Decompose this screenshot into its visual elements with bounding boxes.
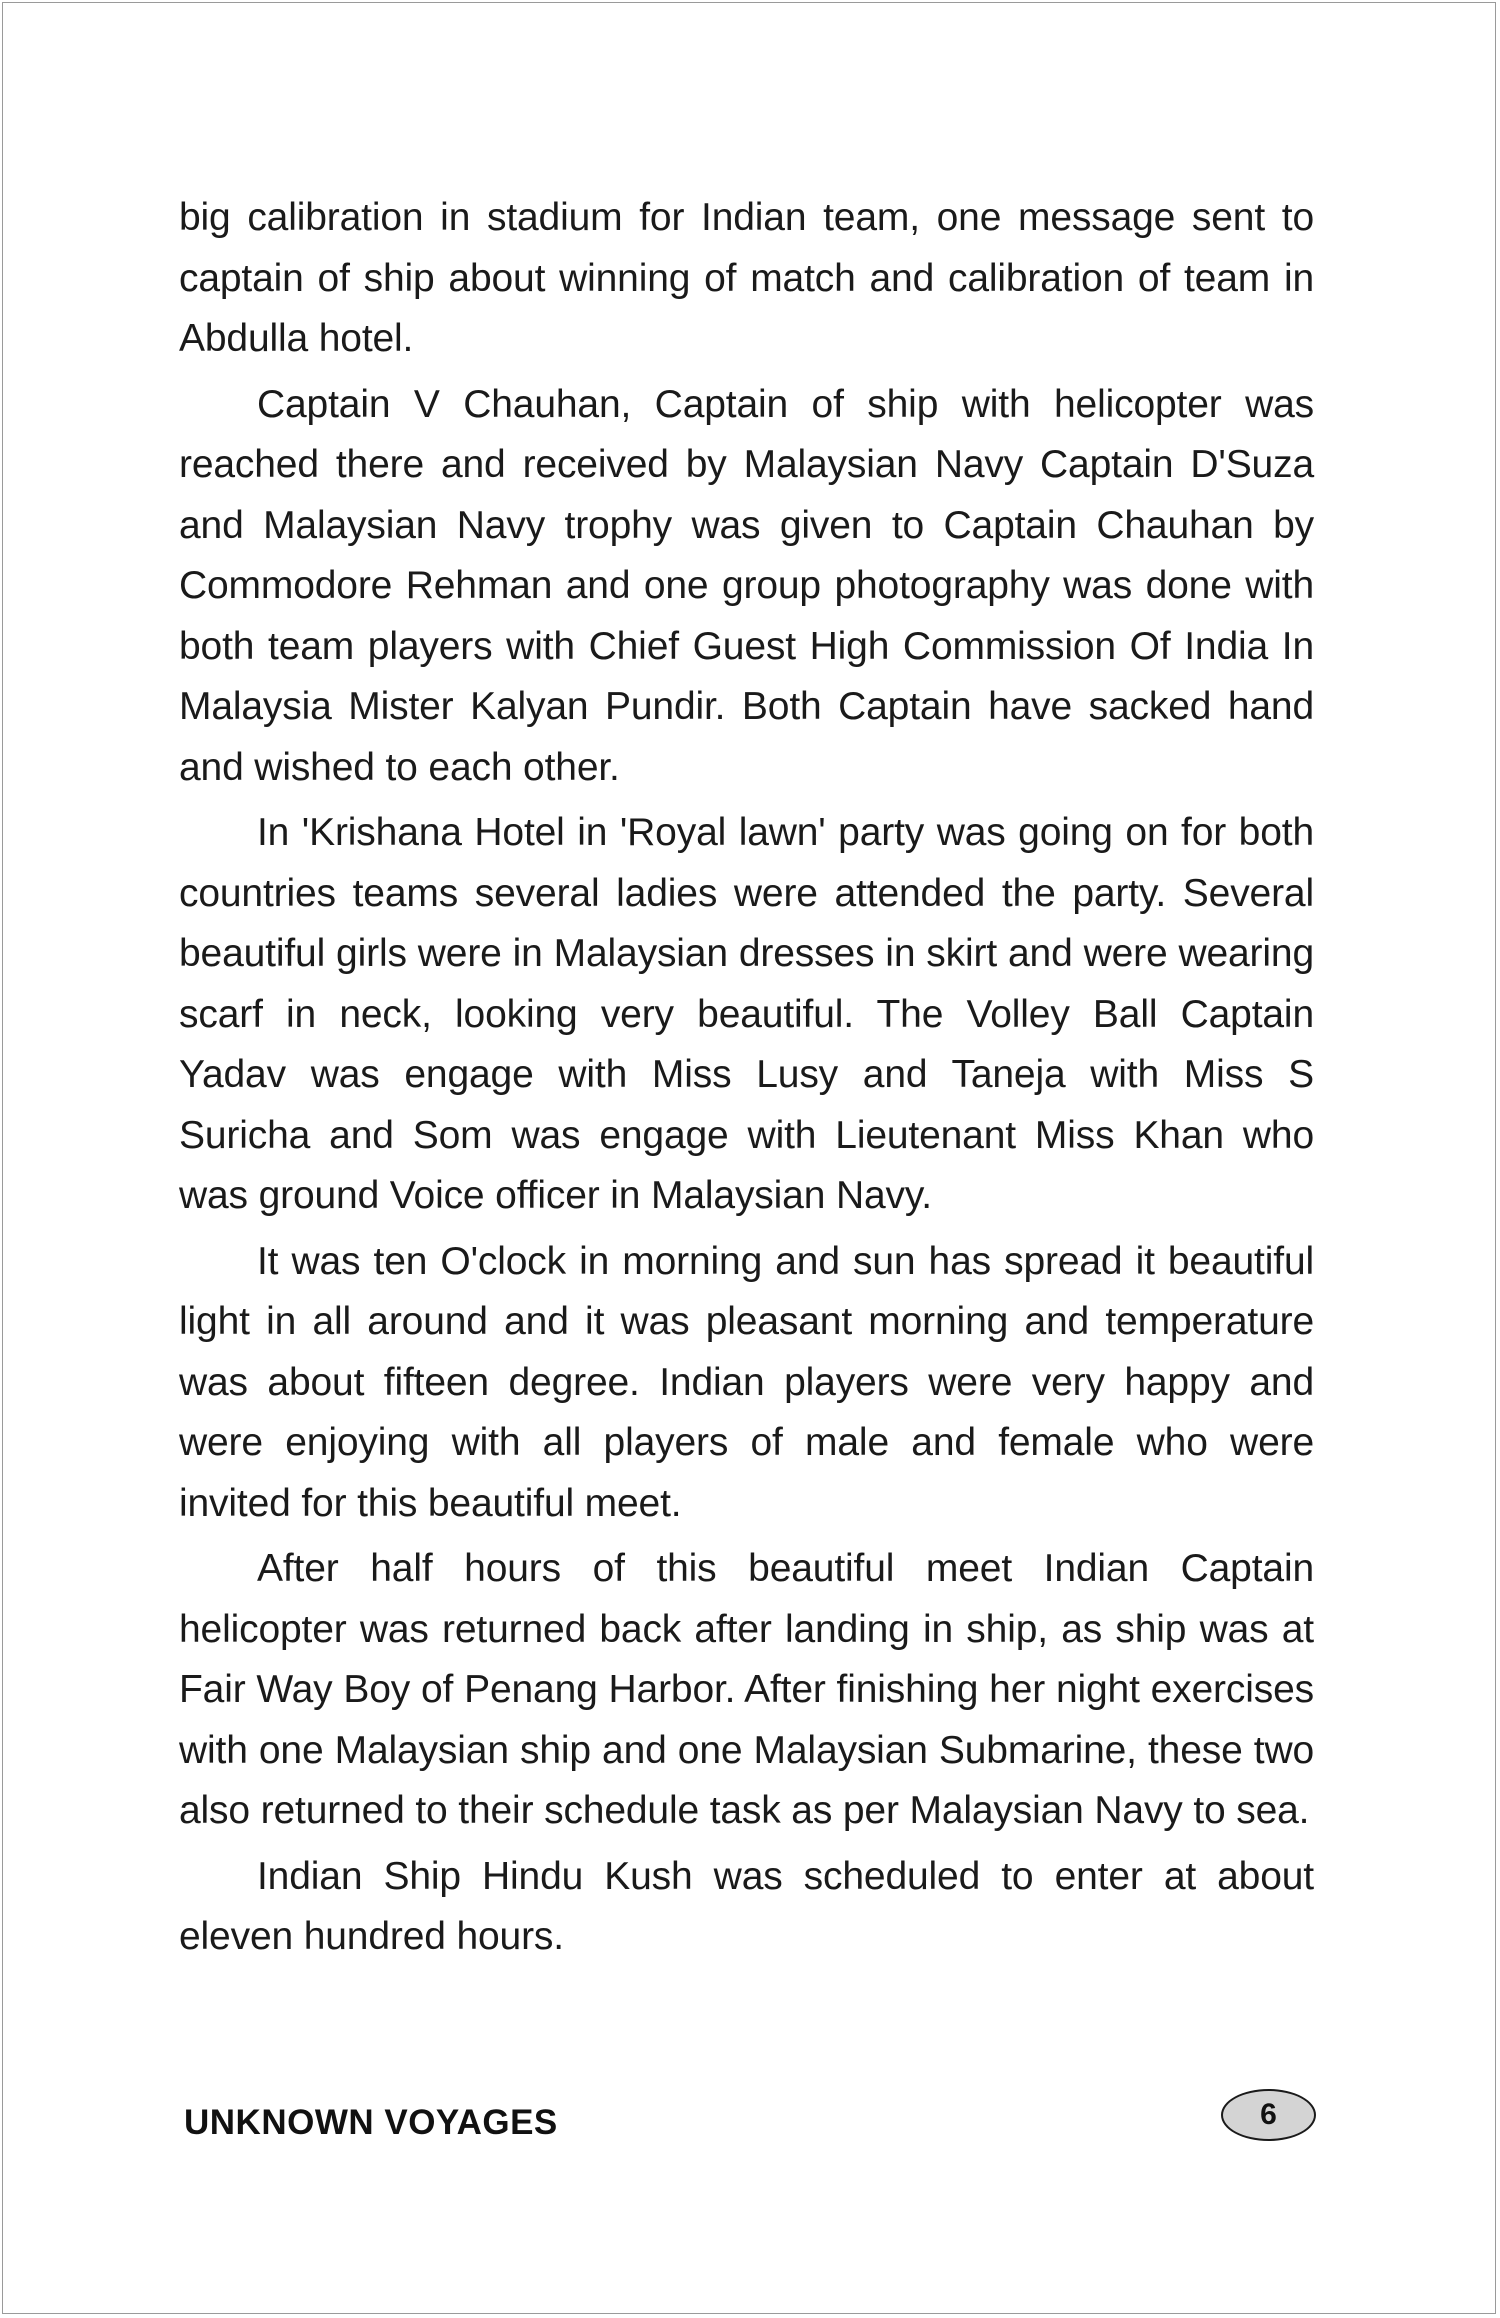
paragraph-1: big calibration in stadium for Indian team, one message sent to captain of ship about winning of match and calibration of team in Abdulla hotel. — [179, 196, 1314, 360]
paragraph-6: Indian Ship Hindu Kush was scheduled to enter at about eleven hundred hours. — [179, 1854, 1314, 1958]
paragraph-3: In 'Krishana Hotel in 'Royal lawn' party was going on for both countries teams several ladies were attended the party. Several beautiful girls were in Malaysian dresses in skirt and were wearing scarf in neck, looking very beautiful. The Volley Ball Captain Yadav was engage with Miss Lusy and Taneja with Miss S Suricha and Som was engage with Lieutenant Miss Khan who was ground Voice officer in Malaysian Navy. — [179, 811, 1314, 1217]
page-number-badge — [1221, 2089, 1316, 2141]
book-title: UNKNOWN VOYAGES — [184, 2103, 558, 2142]
page-number: 6 — [1260, 2098, 1277, 2131]
paragraph-4: It was ten O'clock in morning and sun has spread it beautiful light in all around and it was pleasant morning and temperature was about fifteen degree. Indian players were very happy and were enjoying with all players of male and female who were invited for this beautiful meet. — [179, 1239, 1314, 1525]
page-body — [179, 188, 1314, 1973]
paragraph-2: Captain V Chauhan, Captain of ship with helicopter was reached there and received by Malaysian Navy Captain D'Suza and Malaysian Navy trophy was given to Captain Chauhan by Commodore Rehman and one group photography was done with both team players with Chief Guest High Commission Of India In Malaysia Mister Kalyan Pundir. Both Captain have sacked hand and wished to each other. — [179, 382, 1314, 789]
paragraph-5: After half hours of this beautiful meet Indian Captain helicopter was returned back after landing in ship, as ship was at Fair Way Boy of Penang Harbor. After finishing her night exercises with one Malaysian ship and one Malaysian Submarine, these two also returned to their schedule task as per Malaysian Navy to sea. — [179, 1547, 1314, 1832]
